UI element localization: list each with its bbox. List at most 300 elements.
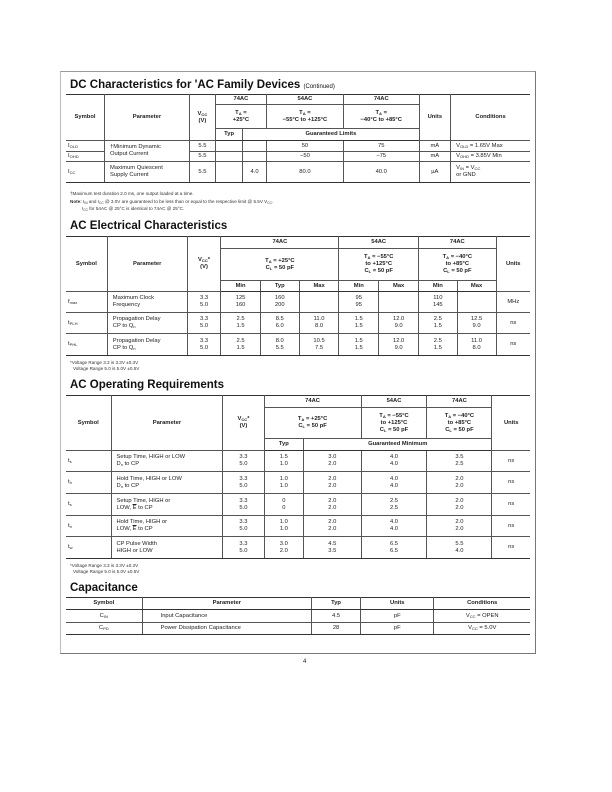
- cell-min-74ac-ext: [427, 537, 492, 559]
- cell-vcc: [223, 494, 264, 516]
- cell-line: Maximum Clock: [112, 295, 155, 301]
- header-typ: Typ: [311, 598, 360, 610]
- cell-conditions: $V_{OLD} = 1.65V$ Max: [451, 141, 530, 152]
- cell-line: 2.5: [433, 337, 442, 344]
- cell-max-54ac: [379, 334, 419, 356]
- cell-line: 1.5: [354, 323, 363, 329]
- cell-line: 2.5: [236, 337, 245, 344]
- cell-symbol: $f_{max}$: [66, 292, 107, 313]
- cell-line: Output Current: [110, 151, 149, 157]
- cell-units: ns: [492, 537, 530, 559]
- dc-title-suffix: (Continued): [303, 84, 335, 90]
- header-temp-74ac-ext: [343, 105, 419, 129]
- cell-line: 1.0: [279, 475, 288, 482]
- cell-min-74ac: [304, 472, 362, 494]
- cell-line: 3.0: [328, 454, 337, 460]
- cell-typ-74ac: [264, 494, 303, 516]
- cell-min-54ac: [361, 472, 427, 494]
- cell-min-74ac: [304, 537, 362, 559]
- cell-line: 4.0: [389, 526, 399, 532]
- cell-min-54ac: [339, 292, 379, 313]
- cell-line: Supply Current: [110, 172, 149, 178]
- cell-line: 4.5: [328, 540, 337, 547]
- header-74ac: 74AC: [221, 237, 339, 249]
- cell-min-74ac: [221, 292, 260, 313]
- header-parameter: Parameter: [107, 237, 187, 292]
- cell-line: 11.0: [313, 316, 325, 322]
- header-guaranteed-minimum: Guaranteed Minimum: [304, 439, 492, 451]
- cell-line: $T_A$ =: [235, 109, 247, 116]
- cell-parameter: [105, 162, 190, 183]
- cell-line: 1.5: [354, 316, 363, 322]
- cell-line: 12.0: [392, 337, 405, 344]
- cell-max-74ac: [299, 334, 338, 356]
- header-temp-74ac-ext: [427, 408, 492, 439]
- header-temp-74ac: [215, 105, 266, 129]
- header-min: Min: [419, 281, 458, 292]
- cell-line: LOW, $\overline{E}$ to CP: [116, 504, 153, 511]
- cell-line: 4.0: [389, 475, 399, 482]
- cell-line: 11.0: [471, 337, 482, 344]
- cell-parameter: [111, 516, 223, 537]
- cell-line: 1.0: [279, 519, 288, 525]
- cell-line: $T_A$ =: [375, 109, 387, 116]
- cell-line: $T_A$ =: [299, 109, 311, 116]
- cell-parameter: [111, 472, 223, 494]
- cell-typ-74ac: [264, 451, 303, 472]
- cell-limit-54ac: 80.0: [266, 162, 343, 183]
- cell-vcc: 5.5: [189, 152, 215, 162]
- table-row: [66, 537, 530, 559]
- cell-typ: 28: [311, 623, 360, 635]
- header-temp-74ac-ext: [419, 249, 496, 281]
- cell-line: 6.5: [389, 540, 399, 547]
- cell-line: 12.5: [470, 316, 483, 322]
- cell-conditions: $V_{CC}$ = OPEN: [434, 610, 530, 623]
- cell-units: ns: [492, 451, 530, 472]
- cell-line: CP to $Q_n$: [112, 323, 136, 329]
- header-54ac: 54AC: [339, 237, 419, 249]
- cell-line: $T_A = +25^\circ C$: [265, 257, 295, 264]
- cell-vcc: 5.5: [189, 162, 215, 183]
- header-units: Units: [419, 95, 451, 141]
- cell-line: $V_{IN} = V_{CC}$: [456, 165, 481, 171]
- cell-line: 3.3: [239, 519, 248, 525]
- cell-line: 200: [274, 302, 285, 308]
- cell-line: or GND: [456, 172, 476, 178]
- cell-typ-74ac: [264, 537, 303, 559]
- cell-line: 2.0: [328, 504, 337, 511]
- cell-units: pF: [361, 623, 434, 635]
- table-row: [66, 610, 530, 623]
- cell-line: Hold Time, HIGH or LOW: [116, 475, 182, 482]
- dc-footnote-note: Note: $I_{IN}$ and $I_{CC}$ @ 3.0V are guaranteed to be less than or equal to the respective limit @ 5.5V $V_{CC}$.: [70, 199, 274, 205]
- header-74ac: 74AC: [215, 95, 266, 105]
- cell-line: 6.5: [389, 547, 399, 554]
- cell-line: 4.0: [389, 482, 399, 489]
- header-max: Max: [299, 281, 338, 292]
- cell-limit-54ac: −50: [266, 152, 343, 162]
- cell-line: 5.0: [239, 547, 248, 554]
- cell-line: to +85°C: [447, 419, 472, 426]
- cell-line: 8.0: [315, 323, 324, 329]
- capacitance-table: [66, 597, 530, 635]
- cell-typ-74ac: [215, 141, 242, 152]
- cell-line: 3.3: [199, 295, 209, 301]
- cell-line: 1.0: [279, 526, 288, 532]
- cell-line: 4.0: [389, 519, 399, 525]
- cell-line: (V): [198, 117, 207, 124]
- header-min: Min: [339, 281, 379, 292]
- cell-line: †Minimum Dynamic: [110, 144, 161, 150]
- cell-line: 3.3: [239, 540, 248, 547]
- cell-line: Hold Time, HIGH or: [116, 519, 168, 525]
- cell-line: 0: [282, 497, 286, 504]
- dc-section-title: [70, 79, 335, 91]
- cell-line: 3.0: [279, 540, 288, 547]
- table-row: [66, 623, 530, 635]
- cell-min-74ac: [221, 334, 260, 356]
- cell-min-54ac: [361, 451, 427, 472]
- cell-line: 9.0: [472, 323, 481, 329]
- cell-typ-74ac: [264, 472, 303, 494]
- table-row: [66, 141, 530, 152]
- table-row: [66, 516, 530, 537]
- cell-line: 160: [274, 295, 285, 301]
- cell-min-74ac-ext: [427, 451, 492, 472]
- cell-line: $T_A = -55^\circ C$: [379, 412, 409, 419]
- cell-line: 1.5: [279, 454, 288, 460]
- cell-max-74ac: [299, 313, 338, 334]
- header-typ: Typ: [215, 129, 242, 141]
- cell-line: 1.5: [236, 344, 245, 351]
- cell-line: 12.0: [392, 316, 405, 322]
- cell-line: to +125°C: [380, 419, 408, 426]
- cell-vcc: [187, 313, 221, 334]
- cell-typ-74ac: [260, 313, 299, 334]
- cell-min-74ac-ext: [427, 494, 492, 516]
- cell-symbol: $t_s$: [66, 451, 111, 472]
- cell-limit-74ac-ext: −75: [343, 152, 419, 162]
- header-conditions: Conditions: [451, 95, 530, 141]
- cell-min-74ac-ext: [427, 516, 492, 537]
- cell-limit-74ac-ext: 40.0: [343, 162, 419, 183]
- header-temp-54ac: [266, 105, 343, 129]
- cell-line: 5.0: [239, 461, 248, 467]
- cell-line: 110: [433, 295, 443, 301]
- header-74ac-ext: 74AC: [419, 237, 496, 249]
- cell-line: 3.5: [328, 547, 337, 554]
- cell-line: 1.0: [279, 482, 288, 489]
- cell-line: 2.0: [455, 504, 464, 511]
- cell-symbol: $t_{PLH}$: [66, 313, 107, 334]
- cell-line: 95: [355, 295, 362, 301]
- cell-line: CP Pulse Width: [116, 540, 157, 547]
- header-symbol: Symbol: [66, 396, 111, 451]
- cell-symbol: $C_{PD}$: [66, 623, 142, 635]
- table-row: [66, 334, 530, 356]
- cell-line: to +85°C: [445, 261, 470, 267]
- header-vcc: [223, 396, 264, 451]
- header-parameter: Parameter: [105, 95, 190, 141]
- cell-line: 145: [432, 302, 443, 308]
- cell-line: 3.3: [199, 316, 209, 322]
- cell-line: 160: [235, 302, 246, 308]
- cell-typ-74ac: [215, 152, 242, 162]
- table-row: [66, 494, 530, 516]
- ac-electrical-table: [66, 236, 530, 356]
- ace-section-title: AC Electrical Characteristics: [70, 220, 228, 232]
- cell-line: 5.0: [239, 504, 248, 511]
- cell-line: $D_n$ to CP: [116, 461, 140, 467]
- cell-max-74ac-ext: [457, 292, 496, 313]
- cell-min-54ac: [361, 537, 427, 559]
- cell-line: Setup Time, HIGH or: [116, 497, 171, 504]
- cell-parameter: [111, 494, 223, 516]
- page-number: 4: [303, 659, 307, 665]
- cell-vcc: 5.5: [189, 141, 215, 152]
- cell-typ-74ac: [260, 334, 299, 356]
- cell-symbol: $t_h$: [66, 516, 111, 537]
- cell-line: 5.5: [455, 540, 464, 547]
- header-units: Units: [496, 237, 530, 292]
- cell-min-54ac: [339, 313, 379, 334]
- cell-line: (V): [239, 423, 248, 429]
- cell-line: 1.5: [236, 323, 245, 329]
- cell-units: ns: [496, 313, 530, 334]
- cell-line: $T_A = +25^\circ C$: [297, 416, 328, 422]
- cell-line: Propagation Delay: [112, 316, 161, 322]
- header-54ac: 54AC: [266, 95, 343, 105]
- header-min: Min: [221, 281, 260, 292]
- header-temp-74ac: [221, 249, 339, 281]
- cell-parameter: [107, 313, 187, 334]
- cell-line: 9.0: [394, 344, 403, 351]
- header-typ: Typ: [260, 281, 299, 292]
- cell-line: 1.5: [433, 344, 442, 351]
- cell-min-54ac: [361, 516, 427, 537]
- cell-units: µA: [419, 162, 451, 183]
- cell-symbol: $I_{OHD}$: [66, 152, 105, 162]
- cell-symbol: $I_{OLD}$: [66, 141, 105, 152]
- aco-footnote-2: Voltage Range 5.0 is 5.0V ±0.5V: [73, 569, 140, 574]
- header-54ac: 54AC: [361, 396, 427, 408]
- cell-line: 1.5: [433, 323, 442, 329]
- header-parameter: Parameter: [111, 396, 223, 451]
- cell-vcc: [187, 334, 221, 356]
- cell-line: Setup Time, HIGH or LOW: [116, 454, 186, 460]
- cell-line: $V_{CC}*$: [198, 257, 211, 263]
- cell-line: $V_{CC}$: [197, 110, 208, 117]
- table-row: [66, 451, 530, 472]
- table-row: [66, 162, 530, 183]
- cell-line: $C_L = 50$ pF: [445, 426, 474, 433]
- cell-line: Frequency: [112, 302, 141, 308]
- cell-min-74ac-ext: [419, 292, 458, 313]
- cell-line: 2.0: [328, 526, 337, 532]
- cell-min-74ac: [304, 494, 362, 516]
- cell-units: ns: [492, 494, 530, 516]
- cell-line: 3.3: [239, 497, 248, 504]
- cell-line: 8.0: [472, 344, 481, 351]
- cell-line: 5.0: [199, 344, 209, 351]
- cell-units: mA: [419, 152, 451, 162]
- cell-vcc: [223, 451, 264, 472]
- cell-line: 2.0: [455, 497, 464, 504]
- cell-max-74ac-ext: [457, 313, 496, 334]
- cell-line: 2.0: [279, 547, 288, 554]
- cell-symbol: $C_{IN}$: [66, 610, 142, 623]
- header-symbol: Symbol: [66, 95, 105, 141]
- table-row: [66, 472, 530, 494]
- cell-line: $C_L = 50$ pF: [443, 268, 472, 274]
- ace-footnote-2: Voltage Range 5.0 is 5.0V ±0.5V: [73, 366, 140, 371]
- cell-line: 3.3: [199, 337, 209, 344]
- cell-vcc: [223, 516, 264, 537]
- ace-footnote-1: *Voltage Range 3.3 is 3.3V ±0.3V: [70, 360, 139, 365]
- cell-line: $D_n$ to CP: [116, 482, 140, 489]
- cell-symbol: $t_{PHL}$: [66, 334, 107, 356]
- cell-line: $C_L = 50$ pF: [379, 426, 409, 433]
- cell-line: 2.5: [236, 316, 245, 322]
- cell-line: 4.0: [389, 461, 399, 467]
- dc-characteristics-table: [66, 94, 530, 183]
- cell-line: 2.0: [328, 461, 337, 467]
- cell-line: 2.0: [328, 497, 337, 504]
- header-units: Units: [492, 396, 530, 451]
- cell-max-74ac-ext: [457, 334, 496, 356]
- cell-line: 125: [235, 295, 246, 301]
- cell-conditions: $V_{OHD} = 3.85V$ Min: [451, 152, 530, 162]
- cell-vcc: [187, 292, 221, 313]
- ac-operating-table: [66, 395, 530, 559]
- header-temp-54ac: [339, 249, 419, 281]
- cell-line: 4.0: [389, 454, 399, 460]
- header-74ac-ext: 74AC: [427, 396, 492, 408]
- header-74ac-ext: 74AC: [343, 95, 419, 105]
- cell-line: 0: [282, 504, 286, 511]
- dc-footnote-1: †Maximum test duration 2.0 ms, one output loaded at a time.: [70, 191, 194, 196]
- cell-line: 2.0: [455, 526, 464, 532]
- cell-line: 2.5: [433, 316, 442, 322]
- cell-typ-74ac: [264, 516, 303, 537]
- cell-min-74ac-ext: [427, 472, 492, 494]
- cell-symbol: $t_h$: [66, 472, 111, 494]
- cell-max-54ac: [379, 313, 419, 334]
- cell-line: $T_A = -40^\circ C$: [444, 412, 475, 419]
- cell-line: 3.5: [455, 454, 464, 460]
- cell-line: 2.0: [455, 519, 464, 525]
- cell-line: 5.0: [199, 302, 209, 308]
- cell-min-54ac: [339, 334, 379, 356]
- cell-line: 5.0: [239, 482, 248, 489]
- cell-line: $V_{CC}*$: [237, 416, 250, 422]
- aco-footnote-1: *Voltage Range 3.3 is 3.3V ±0.3V: [70, 563, 139, 568]
- cell-line: Propagation Delay: [112, 337, 161, 344]
- cell-line: −40°C to +85°C: [360, 116, 402, 123]
- cell-line: $C_L = 50$ pF: [364, 268, 393, 274]
- header-max: Max: [379, 281, 419, 292]
- cell-parameter: Input Capacitance: [142, 610, 311, 623]
- cell-typ: 4.5: [311, 610, 360, 623]
- cell-symbol: $t_w$: [66, 537, 111, 559]
- cell-line: 5.5: [275, 344, 284, 351]
- cell-conditions: $V_{CC} = 5.0V$: [434, 623, 530, 635]
- cap-section-title: Capacitance: [70, 582, 138, 594]
- cell-min-74ac: [304, 516, 362, 537]
- cell-line: HIGH or LOW: [116, 547, 153, 554]
- cell-limit-74ac: [243, 141, 267, 152]
- dc-footnote-3: $I_{CC}$ for 54AC @ 25°C is identical to 74AC @ 25°C.: [82, 206, 185, 212]
- cell-line: 4.0: [455, 547, 464, 554]
- cell-line: 2.5: [455, 461, 464, 467]
- cell-units: ns: [496, 334, 530, 356]
- cell-line: 10.5: [313, 337, 325, 344]
- cell-line: 8.0: [275, 337, 284, 344]
- table-row: [66, 292, 530, 313]
- dc-title-text: DC Characteristics for 'AC Family Devices: [70, 79, 301, 91]
- header-vcc: [189, 95, 215, 141]
- cell-min-74ac: [304, 451, 362, 472]
- cell-line: $C_L = 50$ pF: [265, 264, 295, 271]
- cell-min-74ac-ext: [419, 313, 458, 334]
- cell-line: $C_L = 50$ pF: [298, 423, 327, 429]
- header-temp-54ac: [361, 408, 427, 439]
- cell-min-74ac-ext: [419, 334, 458, 356]
- header-parameter: Parameter: [142, 598, 311, 610]
- header-max: Max: [457, 281, 496, 292]
- header-symbol: Symbol: [66, 237, 107, 292]
- cell-line: 3.3: [239, 454, 248, 460]
- cell-line: 1.0: [279, 461, 288, 467]
- cell-line: −55°C to +125°C: [282, 116, 328, 123]
- cell-line: (V): [200, 264, 208, 270]
- cell-max-74ac: [299, 292, 338, 313]
- cell-line: +25°C: [232, 116, 250, 123]
- cell-units: mA: [419, 141, 451, 152]
- cell-limit-74ac: [243, 152, 267, 162]
- cell-line: 95: [355, 302, 362, 308]
- cell-vcc: [223, 537, 264, 559]
- table-row: [66, 313, 530, 334]
- cell-line: $T_A = -40^\circ C$: [442, 254, 473, 260]
- cell-max-54ac: [379, 292, 419, 313]
- cell-line: 5.0: [239, 526, 248, 532]
- cell-symbol: $I_{CC}$: [66, 162, 105, 183]
- cell-units: MHz: [496, 292, 530, 313]
- cell-parameter: [105, 141, 190, 162]
- cell-line: $T_A = -55^\circ C$: [363, 254, 394, 260]
- header-units: Units: [361, 598, 434, 610]
- header-guaranteed-limits: Guaranteed Limits: [243, 129, 419, 141]
- cell-line: 6.0: [275, 323, 284, 329]
- cell-line: 1.5: [354, 337, 363, 344]
- cell-line: 2.0: [328, 475, 337, 482]
- cell-line: to +125°C: [365, 261, 393, 267]
- cell-line: 2.0: [328, 519, 337, 525]
- cell-line: 2.0: [328, 482, 337, 489]
- cell-line: LOW, $\overline{E}$ to CP: [116, 526, 153, 532]
- header-typ: Typ: [264, 439, 303, 451]
- header-vcc: [187, 237, 221, 292]
- cell-parameter: [111, 537, 223, 559]
- cell-vcc: [223, 472, 264, 494]
- cell-symbol: $t_s$: [66, 494, 111, 516]
- header-temp-74ac: [264, 408, 361, 439]
- header-conditions: Conditions: [434, 598, 530, 610]
- cell-limit-54ac: 50: [266, 141, 343, 152]
- cell-line: Maximum Quiescent: [110, 165, 163, 171]
